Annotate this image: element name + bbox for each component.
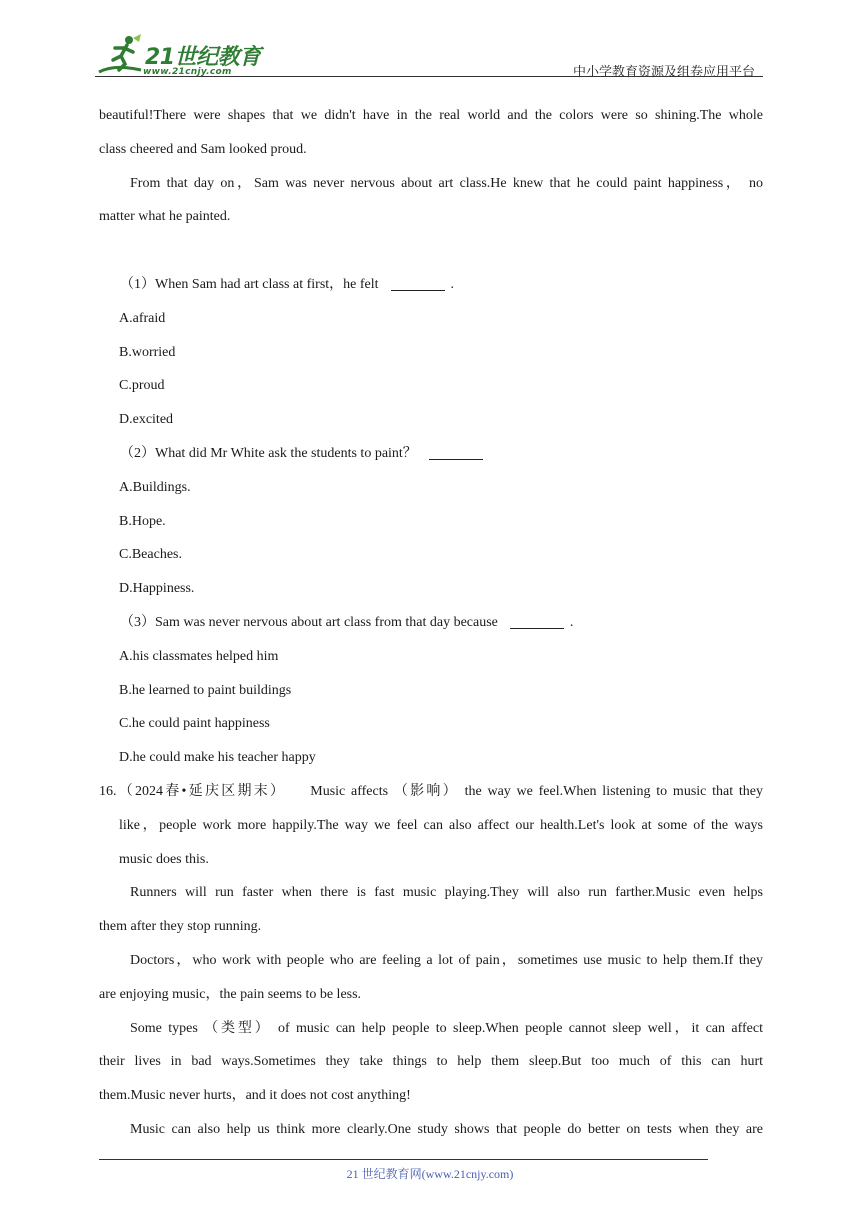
problem-16-line [99, 775, 763, 809]
option-a: A.afraid [119, 310, 166, 326]
problem-16-number: 16.（2024春•延庆区期末） [99, 783, 287, 799]
page-content [99, 99, 763, 1147]
question-2-text: （2）What did Mr White ask the students to paint？ [120, 445, 417, 461]
passage-line: beautiful!There were shapes that we didn't have in the real world and the colors were so shining.The whole [99, 108, 763, 123]
passage-line: are enjoying music，the pain seems to be less. [99, 986, 362, 1002]
answer-blank [510, 614, 564, 629]
question-3-stem [99, 606, 763, 640]
question-3-end: . [569, 614, 574, 630]
option-a: A.Buildings. [119, 479, 191, 495]
header-platform-title: 中小学教育资源及组卷应用平台 [572, 64, 755, 79]
question-1-stem [99, 268, 763, 302]
runner-logo-icon [95, 34, 147, 78]
passage-line: them after they stop running. [99, 919, 262, 935]
passage-line: Runners will run faster when there is fast music playing.They will also run farther.Music even helps [130, 885, 763, 901]
passage-line: From that day on，Sam was never nervous about art class.He knew that he could paint happiness， no [130, 175, 763, 191]
footer-divider [99, 1159, 708, 1160]
option-d: D.he could make his teacher happy [119, 750, 316, 766]
blank-spacer [99, 234, 763, 268]
option-b: B.he learned to paint buildings [119, 682, 292, 698]
logo-url: www.21cnjy.com [143, 67, 232, 77]
question-2-stem [99, 437, 763, 471]
passage-line: Some types （类型） of music can help people to sleep.When people cannot sleep well，it can affect [130, 1020, 763, 1036]
option-a: A.his classmates helped him [119, 648, 279, 664]
passage-line: matter what he painted. [99, 209, 231, 225]
option-c: C.he could paint happiness [119, 716, 270, 732]
option-d: D.excited [119, 412, 174, 428]
passage-line: Doctors，who work with people who are feeling a lot of pain，sometimes use music to help them.If they [130, 952, 763, 968]
passage-line: music does this. [119, 851, 209, 867]
problem-16-text: Music affects （影响） the way we feel.When listening to music that they [310, 783, 763, 799]
footer-text: 21 世纪教育网(www.21cnjy.com) [346, 1167, 514, 1181]
option-b: B.worried [119, 344, 176, 360]
option-c: C.proud [119, 378, 165, 394]
answer-blank [391, 276, 445, 291]
passage-line: like，people work more happily.The way we feel can also affect our health.Let's look at some of the ways [119, 817, 763, 833]
question-3-text: （3）Sam was never nervous about art class from that day because [120, 614, 498, 630]
passage-line: class cheered and Sam looked proud. [99, 141, 307, 157]
question-1-text: （1）When Sam had art class at first，he felt [120, 276, 379, 292]
header-divider [95, 76, 763, 77]
passage-line: their lives in bad ways.Sometimes they take things to help them sleep.But too much of this can hurt [99, 1054, 763, 1070]
logo-text: 21世纪教育 [145, 45, 261, 70]
page-header [95, 30, 763, 78]
option-b: B.Hope. [119, 513, 166, 529]
passage-line: them.Music never hurts，and it does not cost anything! [99, 1088, 411, 1104]
option-d: D.Happiness. [119, 581, 195, 597]
site-logo [95, 34, 265, 78]
question-1-end: . [450, 276, 455, 292]
passage-line: Music can also help us think more clearly.One study shows that people do better on tests when they are [130, 1121, 763, 1137]
answer-blank [429, 445, 483, 460]
option-c: C.Beaches. [119, 547, 182, 563]
